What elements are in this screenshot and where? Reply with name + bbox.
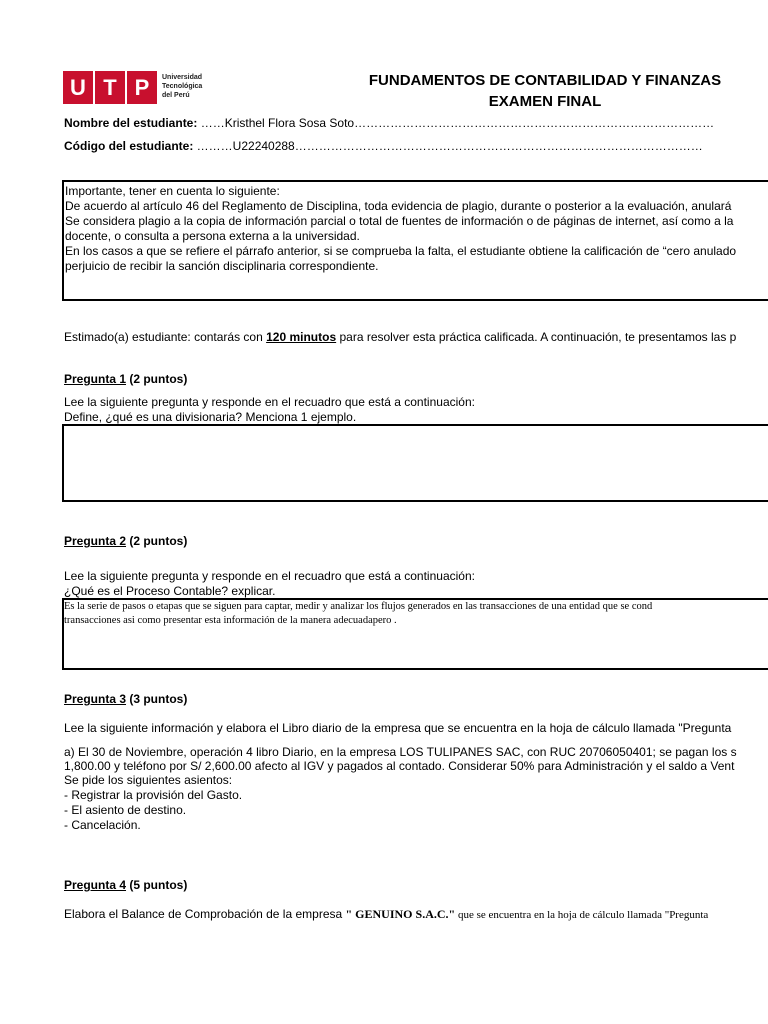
question-3-points: (3 puntos) [126, 692, 188, 706]
notice-line: Importante, tener en cuenta lo siguiente: [65, 184, 280, 198]
student-code-value: ………U22240288………………………………………………………………………………………… [193, 139, 703, 153]
question-3-heading [64, 692, 187, 706]
notice-line: De acuerdo al artículo 46 del Reglamento de Disciplina, toda evidencia de plagio, durante o posterior a la evaluación, anulará [65, 199, 732, 213]
question-4-label: Pregunta 4 [64, 878, 127, 892]
question-3-line: - Cancelación. [64, 818, 141, 832]
exam-title: FUNDAMENTOS DE CONTABILIDAD Y FINANZAS [368, 72, 722, 89]
question-1-label: Pregunta 1 [64, 372, 127, 386]
question-1-answer-box[interactable] [62, 424, 768, 502]
question-4-before: Elabora el Balance de Comprobación de la empresa [64, 907, 346, 921]
intro-after: para resolver esta práctica calificada. A continuación, te presentamos las p [336, 330, 737, 344]
student-code-row [64, 139, 703, 153]
question-2-answer-line: transacciones asi como presentar esta información de la manera adecuadapero . [64, 615, 397, 626]
student-code-label: Código del estudiante: [64, 139, 194, 153]
student-name-value: ……Kristhel Flora Sosa Soto……………………………………………………………………………… [197, 116, 715, 130]
question-4-after: que se encuentra en la hoja de cálculo llamada "Pregunta [455, 909, 709, 921]
question-3-line: Se pide los siguientes asientos: [64, 773, 233, 787]
question-2-heading [64, 534, 187, 548]
question-3-line: - El asiento de destino. [64, 803, 187, 817]
intro-before: Estimado(a) estudiante: contarás con [64, 330, 267, 344]
logo-university-name: Universidad Tecnológica del Perú [162, 74, 203, 99]
question-1-points: (2 puntos) [126, 372, 188, 386]
question-2-answer-line: Es la serie de pasos o etapas que se siguen para captar, medir y analizar los flujos generados en las transacciones de una entidad que se cond [64, 601, 653, 612]
question-3-line: - Registrar la provisión del Gasto. [64, 788, 243, 802]
logo-letter-t: T [95, 71, 125, 104]
question-4-company: " GENUINO S.A.C." [345, 907, 456, 921]
question-1-heading [64, 372, 187, 386]
question-3-instruction: Lee la siguiente información y elabora el Libro diario de la empresa que se encuentra en la hoja de cálculo llamada "Pregunta [64, 721, 732, 735]
student-name-row [64, 116, 714, 130]
student-name-label: Nombre del estudiante: [64, 116, 198, 130]
notice-line: En los casos a que se refiere el párrafo anterior, si se comprueba la falta, el estudiante obtiene la calificación de “cero anulado [65, 244, 737, 258]
notice-line: docente, o consulta a persona externa a la universidad. [65, 229, 360, 243]
logo-letter-u: U [63, 71, 93, 104]
question-4-points: (5 puntos) [126, 878, 188, 892]
question-4-heading [64, 878, 187, 892]
intro-text [64, 330, 736, 344]
question-2-text: ¿Qué es el Proceso Contable? explicar. [64, 584, 276, 598]
question-3-label: Pregunta 3 [64, 692, 127, 706]
question-3-line: 1,800.00 y teléfono por S/ 2,600.00 afecto al IGV y pagados al contado. Considerar 50% para Administración y el saldo a Vent [64, 759, 735, 773]
question-2-label: Pregunta 2 [64, 534, 127, 548]
notice-line: Se considera plagio a la copia de información parcial o total de fuentes de información o de páginas de internet, así como a la [65, 214, 734, 228]
question-1-text: Define, ¿qué es una divisionaria? Menciona 1 ejemplo. [64, 410, 357, 424]
question-4-text [64, 907, 708, 922]
utp-logo [63, 71, 223, 104]
question-1-instruction: Lee la siguiente pregunta y responde en el recuadro que está a continuación: [64, 395, 475, 409]
intro-time: 120 minutos [266, 330, 337, 344]
exam-subtitle: EXAMEN FINAL [488, 93, 602, 110]
question-3-line: a) El 30 de Noviembre, operación 4 libro Diario, en la empresa LOS TULIPANES SAC, con RUC 20706050401; se pagan los s [64, 745, 737, 759]
question-2-instruction: Lee la siguiente pregunta y responde en el recuadro que está a continuación: [64, 569, 475, 583]
question-2-points: (2 puntos) [126, 534, 188, 548]
notice-line: perjuicio de recibir la sanción disciplinaria correspondiente. [65, 259, 379, 273]
logo-letter-p: P [127, 71, 157, 104]
